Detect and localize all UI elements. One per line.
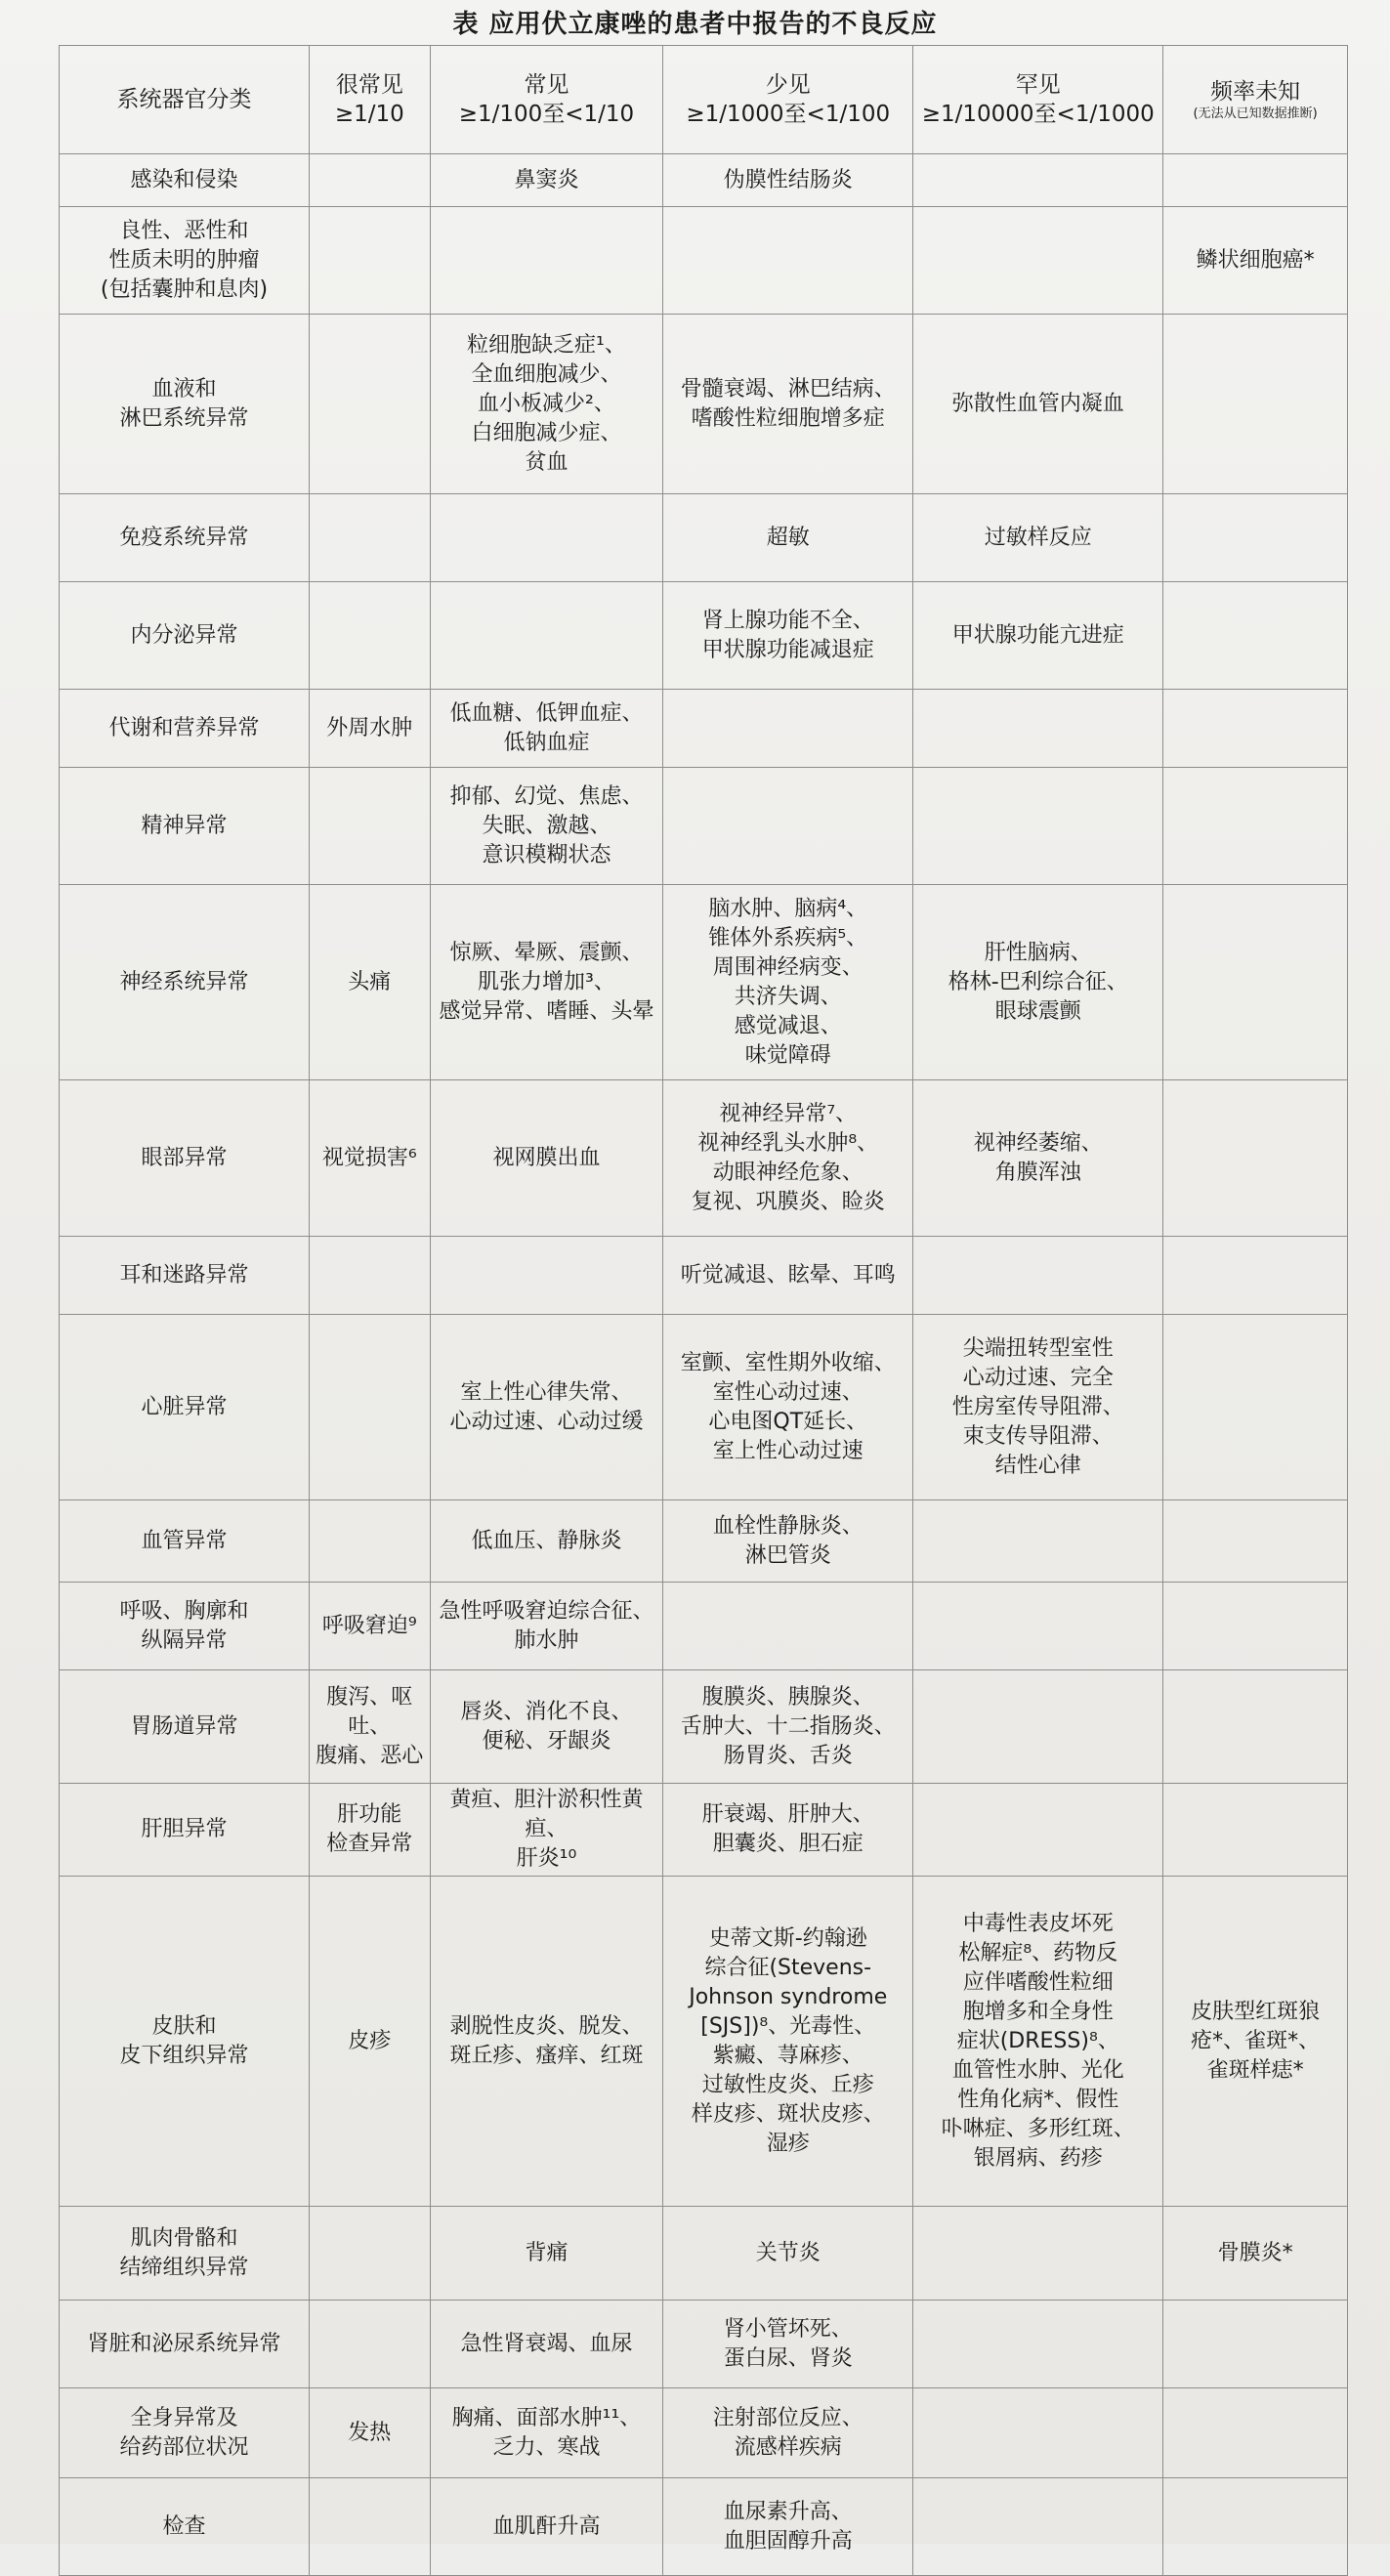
very-common-cell — [309, 582, 430, 690]
common-cell: 惊厥、晕厥、震颤、 肌张力增加³、 感觉异常、嗜睡、头晕 — [430, 885, 663, 1080]
rare-cell: 甲状腺功能亢进症 — [913, 582, 1163, 690]
soc-cell: 血液和 淋巴系统异常 — [60, 315, 310, 494]
uncommon-cell — [663, 1583, 913, 1670]
rare-cell — [913, 154, 1163, 207]
table-row — [60, 768, 1348, 885]
very-common-cell: 头痛 — [309, 885, 430, 1080]
uncommon-cell: 注射部位反应、 流感样疾病 — [663, 2388, 913, 2478]
soc-cell: 肌肉骨骼和 结缔组织异常 — [60, 2207, 310, 2301]
very-common-cell — [309, 768, 430, 885]
unknown-cell — [1163, 154, 1348, 207]
uncommon-cell: 肾小管坏死、 蛋白尿、肾炎 — [663, 2301, 913, 2388]
very-common-cell: 发热 — [309, 2388, 430, 2478]
soc-cell: 代谢和营养异常 — [60, 690, 310, 768]
unknown-cell — [1163, 1500, 1348, 1583]
unknown-cell — [1163, 315, 1348, 494]
common-cell: 胸痛、面部水肿¹¹、 乏力、寒战 — [430, 2388, 663, 2478]
table-row — [60, 315, 1348, 494]
unknown-cell: 骨膜炎* — [1163, 2207, 1348, 2301]
rare-cell: 过敏样反应 — [913, 494, 1163, 582]
very-common-cell — [309, 1315, 430, 1500]
unknown-cell: 皮肤型红斑狼 疮*、雀斑*、 雀斑样痣* — [1163, 1877, 1348, 2207]
soc-cell: 血管异常 — [60, 1500, 310, 1583]
unknown-cell — [1163, 885, 1348, 1080]
unknown-cell — [1163, 1784, 1348, 1877]
table-row — [60, 1583, 1348, 1670]
adverse-reactions-table — [59, 45, 1348, 2576]
table-row — [60, 582, 1348, 690]
soc-cell: 良性、恶性和 性质未明的肿瘤 (包括囊肿和息肉) — [60, 207, 310, 315]
table-row — [60, 207, 1348, 315]
very-common-cell — [309, 2207, 430, 2301]
rare-cell: 尖端扭转型室性 心动过速、完全 性房室传导阻滞、 束支传导阻滞、 结性心律 — [913, 1315, 1163, 1500]
uncommon-cell: 血栓性静脉炎、 淋巴管炎 — [663, 1500, 913, 1583]
rare-cell — [913, 768, 1163, 885]
uncommon-cell: 超敏 — [663, 494, 913, 582]
unknown-cell — [1163, 768, 1348, 885]
very-common-cell: 视觉损害⁶ — [309, 1080, 430, 1237]
very-common-cell — [309, 315, 430, 494]
uncommon-cell: 脑水肿、脑病⁴、 锥体外系疾病⁵、 周围神经病变、 共济失调、 感觉减退、 味觉障碍 — [663, 885, 913, 1080]
table-row — [60, 154, 1348, 207]
common-cell: 低血糖、低钾血症、 低钠血症 — [430, 690, 663, 768]
uncommon-cell: 血尿素升高、 血胆固醇升高 — [663, 2478, 913, 2576]
table-title: 表 应用伏立康唑的患者中报告的不良反应 — [452, 10, 938, 39]
soc-cell: 感染和侵染 — [60, 154, 310, 207]
uncommon-cell: 肝衰竭、肝肿大、 胆囊炎、胆石症 — [663, 1784, 913, 1877]
very-common-cell — [309, 2478, 430, 2576]
table-row — [60, 1315, 1348, 1500]
table-row — [60, 1237, 1348, 1315]
common-cell — [430, 494, 663, 582]
common-cell: 剥脱性皮炎、脱发、 斑丘疹、瘙痒、红斑 — [430, 1877, 663, 2207]
table-row — [60, 2207, 1348, 2301]
uncommon-cell: 室颤、室性期外收缩、 室性心动过速、 心电图QT延长、 室上性心动过速 — [663, 1315, 913, 1500]
very-common-cell: 肝功能 检查异常 — [309, 1784, 430, 1877]
common-cell — [430, 582, 663, 690]
soc-cell: 皮肤和 皮下组织异常 — [60, 1877, 310, 2207]
soc-cell: 全身异常及 给药部位状况 — [60, 2388, 310, 2478]
unknown-cell — [1163, 690, 1348, 768]
rare-cell — [913, 1784, 1163, 1877]
very-common-cell: 皮疹 — [309, 1877, 430, 2207]
very-common-cell: 腹泻、呕吐、 腹痛、恶心 — [309, 1670, 430, 1784]
very-common-cell — [309, 494, 430, 582]
soc-cell: 肾脏和泌尿系统异常 — [60, 2301, 310, 2388]
common-cell: 室上性心律失常、 心动过速、心动过缓 — [430, 1315, 663, 1500]
header-common: 常见 ≥1/100至<1/10 — [430, 46, 663, 154]
rare-cell — [913, 1583, 1163, 1670]
header-unknown-note: (无法从已知数据推断) — [1193, 106, 1318, 121]
common-cell: 鼻窦炎 — [430, 154, 663, 207]
soc-cell: 胃肠道异常 — [60, 1670, 310, 1784]
soc-cell: 内分泌异常 — [60, 582, 310, 690]
uncommon-cell: 听觉减退、眩晕、耳鸣 — [663, 1237, 913, 1315]
uncommon-cell: 视神经异常⁷、 视神经乳头水肿⁸、 动眼神经危象、 复视、巩膜炎、睑炎 — [663, 1080, 913, 1237]
table-row — [60, 1670, 1348, 1784]
soc-cell: 眼部异常 — [60, 1080, 310, 1237]
rare-cell — [913, 690, 1163, 768]
unknown-cell — [1163, 494, 1348, 582]
header-unknown — [1163, 46, 1348, 154]
table-row — [60, 885, 1348, 1080]
rare-cell — [913, 2207, 1163, 2301]
uncommon-cell — [663, 207, 913, 315]
very-common-cell — [309, 154, 430, 207]
rare-cell: 肝性脑病、 格林-巴利综合征、 眼球震颤 — [913, 885, 1163, 1080]
uncommon-cell — [663, 690, 913, 768]
table-row — [60, 2478, 1348, 2576]
unknown-cell — [1163, 582, 1348, 690]
unknown-cell — [1163, 2388, 1348, 2478]
header-soc: 系统器官分类 — [60, 46, 310, 154]
soc-cell: 肝胆异常 — [60, 1784, 310, 1877]
very-common-cell — [309, 2301, 430, 2388]
uncommon-cell: 关节炎 — [663, 2207, 913, 2301]
common-cell — [430, 1237, 663, 1315]
very-common-cell — [309, 1237, 430, 1315]
soc-cell: 免疫系统异常 — [60, 494, 310, 582]
common-cell: 黄疸、胆汁淤积性黄疸、 肝炎¹⁰ — [430, 1784, 663, 1877]
common-cell: 血肌酐升高 — [430, 2478, 663, 2576]
very-common-cell — [309, 207, 430, 315]
uncommon-cell: 腹膜炎、胰腺炎、 舌肿大、十二指肠炎、 肠胃炎、舌炎 — [663, 1670, 913, 1784]
very-common-cell: 外周水肿 — [309, 690, 430, 768]
common-cell: 急性呼吸窘迫综合征、 肺水肿 — [430, 1583, 663, 1670]
table-row — [60, 494, 1348, 582]
uncommon-cell: 伪膜性结肠炎 — [663, 154, 913, 207]
unknown-cell — [1163, 1237, 1348, 1315]
soc-cell: 耳和迷路异常 — [60, 1237, 310, 1315]
unknown-cell — [1163, 1315, 1348, 1500]
unknown-cell — [1163, 2301, 1348, 2388]
table-row — [60, 1877, 1348, 2207]
common-cell — [430, 207, 663, 315]
rare-cell — [913, 2478, 1163, 2576]
unknown-cell: 鳞状细胞癌* — [1163, 207, 1348, 315]
very-common-cell: 呼吸窘迫⁹ — [309, 1583, 430, 1670]
very-common-cell — [309, 1500, 430, 1583]
unknown-cell — [1163, 1583, 1348, 1670]
rare-cell — [913, 207, 1163, 315]
soc-cell: 呼吸、胸廓和 纵隔异常 — [60, 1583, 310, 1670]
common-cell: 唇炎、消化不良、 便秘、牙龈炎 — [430, 1670, 663, 1784]
uncommon-cell: 肾上腺功能不全、 甲状腺功能减退症 — [663, 582, 913, 690]
header-uncommon: 少见 ≥1/1000至<1/100 — [663, 46, 913, 154]
header-very-common: 很常见 ≥1/10 — [309, 46, 430, 154]
common-cell: 粒细胞缺乏症¹、 全血细胞减少、 血小板减少²、 白细胞减少症、 贫血 — [430, 315, 663, 494]
rare-cell — [913, 1500, 1163, 1583]
rare-cell: 中毒性表皮坏死 松解症⁸、药物反 应伴嗜酸性粒细 胞增多和全身性 症状(DRESS)⁸、 血管性水肿、光化 性角化病*、假性 卟啉症、多形红斑、 银屑病、药疹 — [913, 1877, 1163, 2207]
common-cell: 低血压、静脉炎 — [430, 1500, 663, 1583]
soc-cell: 心脏异常 — [60, 1315, 310, 1500]
unknown-cell — [1163, 1670, 1348, 1784]
soc-cell: 检查 — [60, 2478, 310, 2576]
uncommon-cell: 骨髓衰竭、淋巴结病、 嗜酸性粒细胞增多症 — [663, 315, 913, 494]
uncommon-cell: 史蒂文斯-约翰逊 综合征(Stevens- Johnson syndrome [SJS])⁸、光毒性、 紫癜、荨麻疹、 过敏性皮炎、丘疹 样皮疹、斑状皮疹、 湿疹 — [663, 1877, 913, 2207]
rare-cell — [913, 1237, 1163, 1315]
common-cell: 视网膜出血 — [430, 1080, 663, 1237]
rare-cell — [913, 2388, 1163, 2478]
rare-cell: 视神经萎缩、 角膜浑浊 — [913, 1080, 1163, 1237]
soc-cell: 精神异常 — [60, 768, 310, 885]
rare-cell: 弥散性血管内凝血 — [913, 315, 1163, 494]
common-cell: 抑郁、幻觉、焦虑、 失眠、激越、 意识模糊状态 — [430, 768, 663, 885]
table-row — [60, 1080, 1348, 1237]
header-unknown-label: 频率未知 — [1210, 79, 1301, 105]
table-row — [60, 2388, 1348, 2478]
table-row — [60, 1784, 1348, 1877]
unknown-cell — [1163, 2478, 1348, 2576]
unknown-cell — [1163, 1080, 1348, 1237]
header-row — [60, 46, 1348, 154]
rare-cell — [913, 2301, 1163, 2388]
common-cell: 急性肾衰竭、血尿 — [430, 2301, 663, 2388]
common-cell: 背痛 — [430, 2207, 663, 2301]
table-row — [60, 1500, 1348, 1583]
rare-cell — [913, 1670, 1163, 1784]
soc-cell: 神经系统异常 — [60, 885, 310, 1080]
table-row — [60, 2301, 1348, 2388]
uncommon-cell — [663, 768, 913, 885]
table-row — [60, 690, 1348, 768]
header-rare: 罕见 ≥1/10000至<1/1000 — [913, 46, 1163, 154]
